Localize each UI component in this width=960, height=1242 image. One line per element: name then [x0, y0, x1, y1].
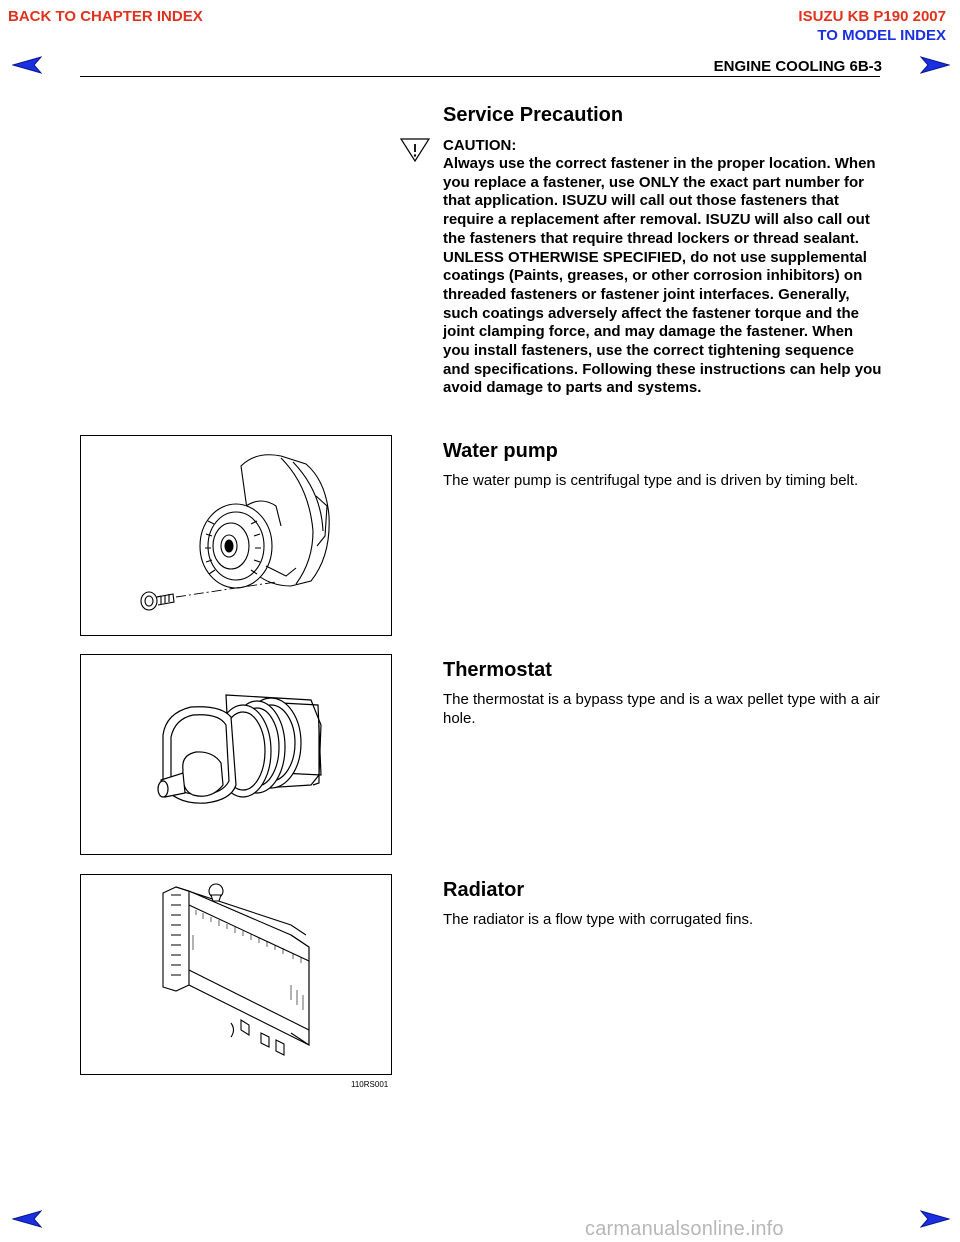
radiator-heading: Radiator [443, 879, 525, 901]
radiator-description: The radiator is a flow type with corrugated fins. [443, 911, 754, 928]
header-divider [80, 76, 880, 77]
thermostat-heading: Thermostat [443, 659, 552, 681]
page-header-title: ENGINE COOLING 6B-3 [713, 58, 882, 75]
caution-text: Always use the correct fastener in the proper location. When you replace a fastener, use ONLY the exact part number for that application. ISUZU will call out those fasteners that require a replacement after removal. ISUZU will also call out the fasteners that require thread lockers or thread sealant. UNLESS OTHERWISE SPECIFIED, do not use supplemental coatings (Paints, greases, or other corrosion inhibitors) on threaded fasteners or fastener joint interfaces. Generally, such coatings adversely affect the fastener torque and the joint clamping force, and may damage the fastener. When you install fasteners, use the correct tightening sequence and specifications. Following these instructions can help you avoid damage to parts and systems. [443, 155, 882, 397]
thermostat-figure [80, 654, 392, 855]
to-model-index-link[interactable]: TO MODEL INDEX [817, 27, 946, 44]
back-to-chapter-index-link[interactable]: BACK TO CHAPTER INDEX [8, 8, 203, 25]
water-pump-description: The water pump is centrifugal type and is driven by timing belt. [443, 472, 859, 489]
caution-label: CAUTION: [443, 137, 517, 154]
radiator-figure [80, 874, 392, 1075]
water-pump-heading: Water pump [443, 440, 558, 462]
next-page-arrow-icon[interactable] [920, 1210, 950, 1228]
next-page-arrow-icon[interactable] [920, 56, 950, 74]
previous-page-arrow-icon[interactable] [12, 1210, 42, 1228]
radiator-illustration [81, 875, 391, 1074]
thermostat-description: The thermostat is a bypass type and is a wax pellet type with a air hole. [443, 691, 880, 727]
watermark: carmanualsonline.info [585, 1218, 784, 1240]
caution-warning-icon [399, 137, 431, 163]
previous-page-arrow-icon[interactable] [12, 56, 42, 74]
radiator-figure-code: 110RS001 [351, 1080, 389, 1089]
water-pump-illustration [81, 436, 391, 635]
model-title: ISUZU KB P190 2007 [798, 8, 946, 25]
service-precaution-heading: Service Precaution [443, 104, 624, 126]
water-pump-figure [80, 435, 392, 636]
thermostat-illustration [81, 655, 391, 854]
